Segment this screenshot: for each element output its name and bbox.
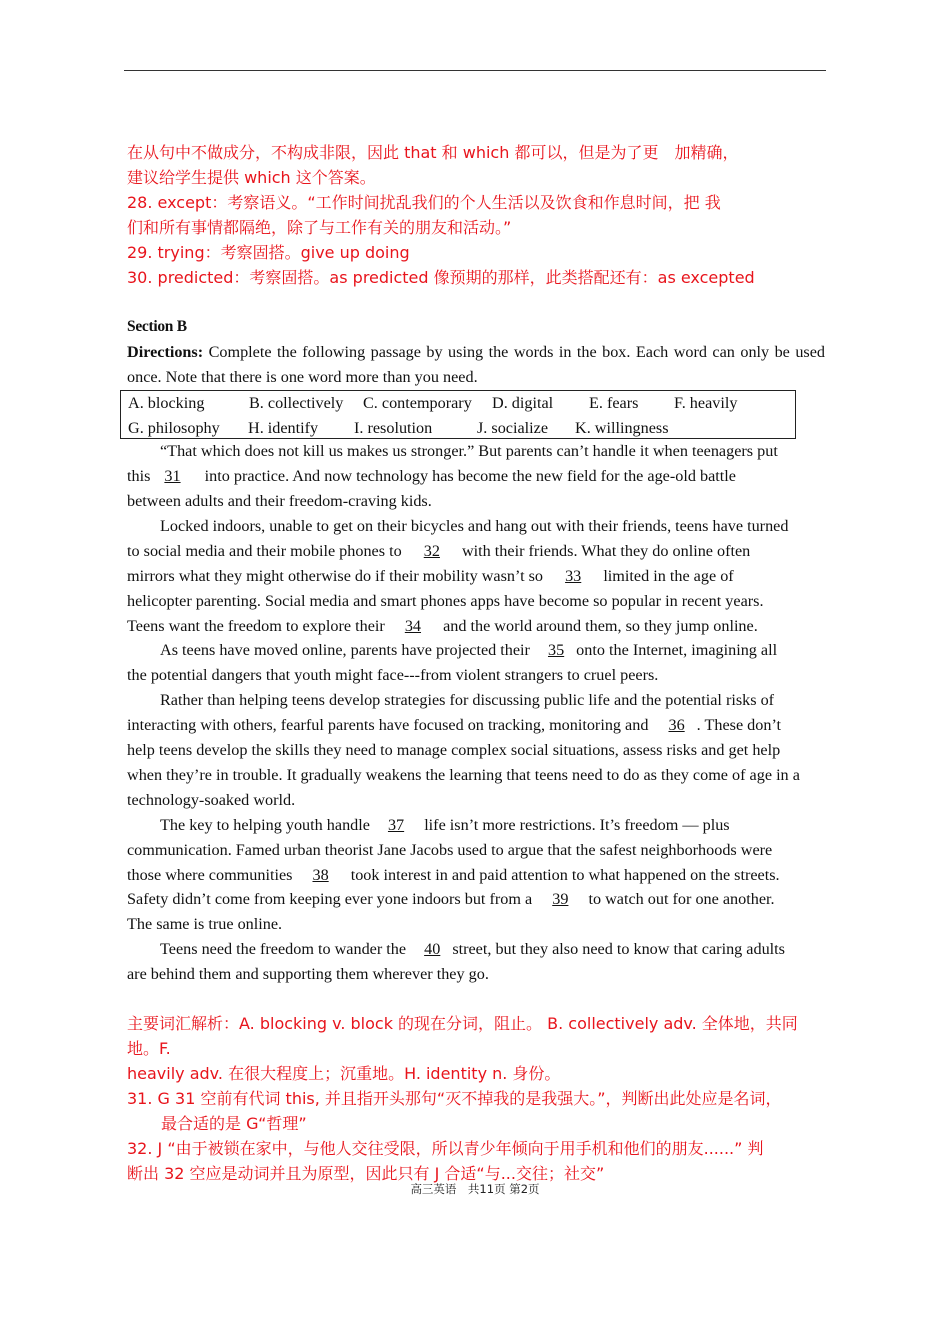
passage-line: are behind them and supporting them wherever they go.	[127, 965, 489, 984]
passage-line: Teens need the freedom to wander the 40 street, but they also need to know that caring adults	[160, 940, 785, 959]
passage-line: help teens develop the skills they need to manage complex social situations, assess risks and get help	[127, 741, 781, 760]
passage-line: interacting with others, fearful parents have focused on tracking, monitoring and 36 . These don’t	[127, 716, 782, 735]
blank-33[interactable]: 33	[565, 566, 582, 585]
page-footer: 高三英语 共11页 第2页	[410, 1182, 540, 1196]
passage	[127, 439, 825, 987]
directions	[127, 340, 825, 390]
word-option: G. philosophy	[128, 418, 220, 437]
answer-32: 32. J “由于被锁在家中，与他人交往受限，所以青少年倾向于用手机和他们的朋友......” 判	[127, 1138, 764, 1158]
word-option: C. contemporary	[363, 394, 472, 413]
word-option: I. resolution	[354, 418, 433, 437]
passage-line: Teens want the freedom to explore their 34 and the world around them, so they jump online.	[127, 616, 758, 635]
passage-line: this 31 into practice. And now technology has become the new field for the age-old battle	[127, 467, 736, 486]
answer-28-cont: 们和所有事情都隔绝，除了与工作有关的朋友和活动。”	[127, 217, 512, 237]
word-option: K. willingness	[575, 418, 669, 437]
directions-text: Complete the following passage by using the words in the box. Each word can only be used once. Note that there is one word more than you need.	[127, 343, 825, 387]
word-option: J. socialize	[477, 418, 549, 437]
word-option: F. heavily	[674, 394, 738, 413]
passage-line: As teens have moved online, parents have projected their 35 onto the Internet, imagining all	[160, 641, 778, 660]
word-option: D. digital	[492, 394, 554, 413]
passage-line: those where communities 38 took interest in and paid attention to what happened on the streets.	[127, 865, 780, 884]
answer-explanations-top	[127, 141, 825, 290]
answer-30: 30. predicted：考察固搭。as predicted 像预期的那样，此类搭配还有：as excepted	[127, 267, 755, 287]
passage-line: The key to helping youth handle 37 life isn’t more restrictions. It’s freedom — plus	[160, 815, 730, 834]
word-box-row	[128, 416, 795, 441]
answer-explanations-bottom	[127, 1012, 825, 1186]
document-page	[127, 141, 825, 1186]
directions-label: Directions:	[127, 343, 204, 362]
blank-34[interactable]: 34	[404, 616, 422, 635]
blank-31[interactable]: 31	[164, 467, 181, 486]
passage-line: communication. Famed urban theorist Jane Jacobs used to argue that the safest neighborhoods were	[127, 840, 773, 859]
passage-line: helicopter parenting. Social media and smart phones apps have become so popular in recent years.	[127, 591, 764, 610]
blank-36[interactable]: 36	[668, 716, 685, 735]
passage-line: Safety didn’t come from keeping ever yone indoors but from a 39 to watch out for one another.	[127, 890, 775, 909]
word-option: E. fears	[589, 394, 639, 413]
vocab-notes: 主要词汇解析：A. blocking v. block 的现在分词，阻止。 B. collectively adv. 全体地，共同地。F.	[127, 1014, 798, 1058]
word-option: B. collectively	[249, 394, 344, 413]
passage-line: when they’re in trouble. It gradually weakens the learning that teens need to do as they come of age in a	[127, 765, 800, 784]
passage-line: the potential dangers that youth might face---from violent strangers to cruel peers.	[127, 666, 659, 685]
passage-line: technology-soaked world.	[127, 790, 296, 809]
header-rule	[124, 70, 826, 71]
passage-line: Rather than helping teens develop strategies for discussing public life and the potential risks of	[160, 691, 775, 710]
blank-35[interactable]: 35	[547, 641, 565, 660]
word-option: A. blocking	[128, 394, 205, 413]
answer-28: 28. except：考察语义。“工作时间扰乱我们的个人生活以及饮食和作息时间，把 我	[127, 192, 721, 212]
word-box	[120, 390, 796, 439]
blank-40[interactable]: 40	[424, 940, 441, 959]
blank-32[interactable]: 32	[423, 541, 440, 560]
answer-31-cont: 最合适的是 G“哲理”	[161, 1113, 307, 1133]
blank-38[interactable]: 38	[312, 865, 329, 884]
answer-31: 31. G 31 空前有代词 this, 并且指开头那句“灭不掉我的是我强大。”，判断出此处应是名词，	[127, 1088, 782, 1108]
passage-line: Locked indoors, unable to get on their bicycles and hang out with their friends, teens have turned	[160, 516, 789, 535]
blank-39[interactable]: 39	[552, 890, 569, 909]
answer-line: 建议给学生提供 which 这个答案。	[127, 167, 376, 187]
word-box-row	[128, 391, 795, 416]
passage-line: “That which does not kill us makes us stronger.” But parents can’t handle it when teenagers put	[160, 442, 778, 461]
answer-line: 在从句中不做成分，不构成非限，因此 that 和 which 都可以，但是为了更 加精确，	[127, 143, 739, 162]
passage-line: The same is true online.	[127, 915, 283, 934]
answer-32-cont: 断出 32 空应是动词并且为原型，因此只有 J 合适“与...交往；社交”	[127, 1163, 605, 1183]
answer-29: 29. trying：考察固搭。give up doing	[127, 242, 410, 262]
passage-line: mirrors what they might otherwise do if their mobility wasn’t so 33 limited in the age of	[127, 566, 734, 585]
passage-line: between adults and their freedom-craving kids.	[127, 491, 432, 510]
section-title: Section B	[127, 318, 187, 336]
vocab-notes-cont: heavily adv. 在很大程度上；沉重地。H. identity n. 身份。	[127, 1063, 561, 1083]
word-option: H. identify	[248, 418, 319, 437]
blank-37[interactable]: 37	[387, 815, 405, 834]
passage-line: to social media and their mobile phones to 32 with their friends. What they do online often	[127, 541, 751, 560]
